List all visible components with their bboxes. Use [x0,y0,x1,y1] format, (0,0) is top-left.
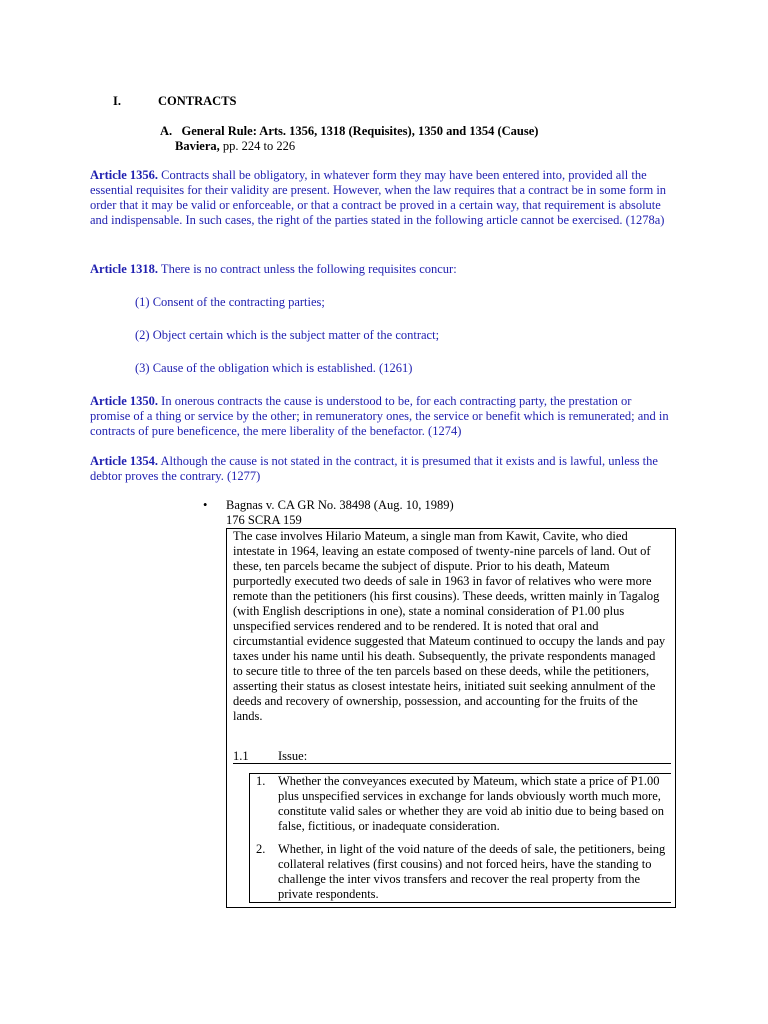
article-1318 [90,262,680,277]
facts-line: lands. [233,709,263,723]
requisite-item: (1) Consent of the contracting parties; [135,295,325,309]
article-1350 [90,394,680,439]
facts-line: The case involves Hilario Mateum, a single man from Kawit, Cavite, who died [233,529,628,543]
issue-text: Whether the conveyances executed by Mateum, which state a price of P1.00 [278,774,660,788]
subsection-reference [175,139,295,154]
facts-line: asserting their status as closest intestate heirs, initiated suit seeking annulment of the [233,679,656,693]
section-title: CONTRACTS [158,94,237,108]
subsection-title: General Rule: Arts. 1356, 1318 (Requisites), 1350 and 1354 (Cause) [181,124,539,138]
article-label: Article 1356. [90,168,159,182]
issue-text: collateral relatives (first cousins) and not forced heirs, have the standing to [278,857,652,871]
facts-line: remote than the petitioners (his first cousins). These deeds, written mainly in Tagalog [233,589,660,603]
article-text: Contracts shall be obligatory, in whatever form they may have been entered into, provided all the [158,168,647,182]
article-text: There is no contract unless the following requisites concur: [158,262,457,276]
issue-text: false, fictitious, or inadequate consideration. [278,819,500,833]
facts-line: these, ten parcels became the subject of dispute. Prior to his death, Mateum [233,559,610,573]
issue-number: 1.1 [233,749,249,763]
section-numeral: I. [113,94,121,108]
article-label: Article 1318. [90,262,159,276]
issue-item-number: 2. [256,842,266,856]
issue-text: challenge the inter vivos transfers and recover the real property from the [278,872,640,886]
article-text: promise of a thing or service by the other; in remuneratory ones, the service or benefit which is remunerated; and in [90,409,669,423]
article-text: essential requisites for their validity are present. However, when the law requires that a contract be in some form in [90,183,667,197]
issue-text: private respondents. [278,887,379,901]
case-citation: Bagnas v. CA GR No. 38498 (Aug. 10, 1989) [226,498,454,512]
facts-line: to secure title to three of the ten parcels based on these deeds, while the petitioners, [233,664,650,678]
requisite-item: (2) Object certain which is the subject matter of the contract; [135,328,440,342]
article-text: and indispensable. In such cases, the right of the parties stated in the following article cannot be exercised. (1278a) [90,213,665,227]
issue-text: plus unspecified services in exchange for lands obviously worth much more, [278,789,661,803]
issue-text: Whether, in light of the void nature of the deeds of sale, the petitioners, being [278,842,666,856]
case-facts [233,529,671,724]
bullet-icon: • [203,498,208,512]
article-text: order that it may be valid or enforceable, or that a contract be proved in a certain way, that requirement is absolute [90,198,661,212]
case-reporter: 176 SCRA 159 [226,513,302,527]
subsection-heading [160,124,538,139]
issue-text: constitute valid sales or whether they are void ab initio due to being based on [278,804,665,818]
article-text: contracts of pure beneficence, the mere liberality of the benefactor. (1274) [90,424,462,438]
article-text: In onerous contracts the cause is understood to be, for each contracting party, the prestation or [158,394,632,408]
article-label: Article 1350. [90,394,159,408]
article-text: debtor proves the contrary. (1277) [90,469,261,483]
case-digest-box [226,528,676,908]
subsection-letter: A. [160,124,173,138]
requisite-item: (3) Cause of the obligation which is established. (1261) [135,361,413,375]
facts-line: circumstantial evidence suggested that Mateum continued to occupy the lands and pay [233,634,666,648]
facts-line: (with English descriptions in one), state a nominal consideration of P1.00 plus [233,604,625,618]
facts-line: unspecified services rendered and to be rendered. It is noted that oral and [233,619,599,633]
article-1354 [90,454,680,484]
facts-line: taxes under his name until his death. Subsequently, the private respondents managed [233,649,656,663]
article-text: Although the cause is not stated in the contract, it is presumed that it exists and is lawful, unless the [158,454,658,468]
facts-line: intestate in 1964, leaving an estate composed of twenty-nine parcels of land. Out of [233,544,651,558]
issue-heading: Issue: [278,749,308,763]
facts-line: deeds and recovery of ownership, possession, and accounting for the fruits of the [233,694,638,708]
article-label: Article 1354. [90,454,159,468]
issues-list [249,773,671,903]
facts-line: purportedly executed two deeds of sale in 1963 in favor of relatives who were more [233,574,652,588]
issue-divider [233,763,671,764]
reference-author: Baviera, [175,139,220,153]
issue-item-number: 1. [256,774,266,788]
article-1356 [90,168,680,228]
reference-pages: pp. 224 to 226 [219,139,296,153]
